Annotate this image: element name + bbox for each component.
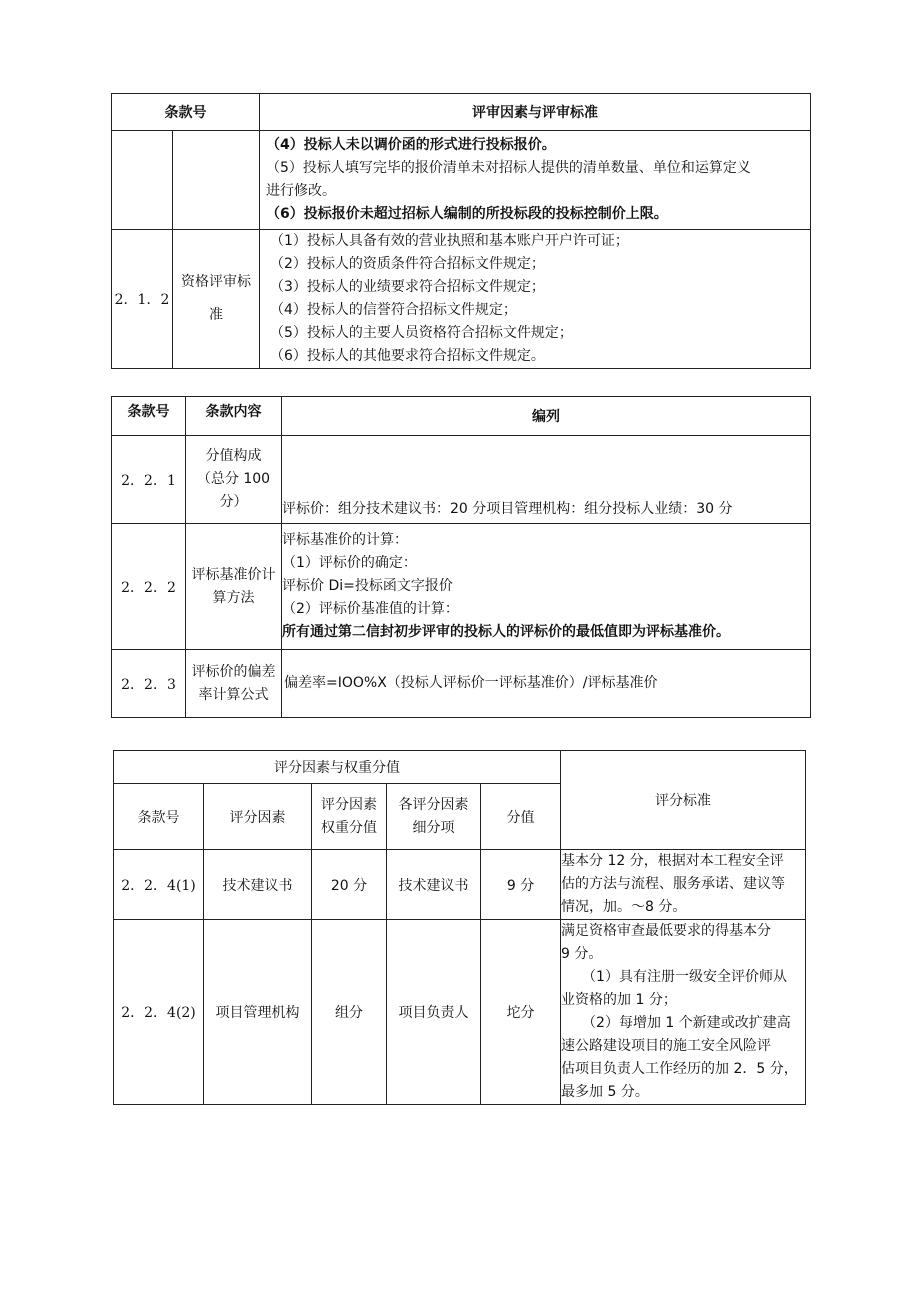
qualification-items: [260, 230, 811, 369]
clause-name: 评标基准价计 算方法: [186, 524, 282, 650]
header-clause-content: 条款内容: [186, 397, 282, 436]
criteria: 满足资格审查最低要求的得基本分 9 分。 （1）具有注册一级安全评价师从 业资格的加 1 分； （2）每增加 1 个新建或改扩建高 速公路建设项目的施工安全风险评 估项目负责人工作经历的加 2．5 分， 最多加 5 分。: [561, 920, 806, 1105]
weight: 组分: [312, 920, 387, 1105]
clause-number: 2．2．3: [112, 650, 186, 718]
deviation-formula: 偏差率=IOO%X（投标人评标价一评标基准价）/评标基准价: [282, 650, 811, 718]
header-sub-item: 各评分因素 细分项: [387, 784, 481, 850]
clause-number: 2．2．4(1): [114, 850, 204, 920]
header-clause-number: 条款号: [114, 784, 204, 850]
clause-name: 分值构成 （总分 100 分）: [186, 436, 282, 524]
clause-number: 2．2．4(2): [114, 920, 204, 1105]
header-clause-number: 条款号: [112, 397, 186, 436]
score: 9 分: [481, 850, 561, 920]
clause-number: 2．1．2: [112, 230, 173, 369]
scoring-factors-table: [113, 750, 806, 1105]
clause-number: 2．2．2: [112, 524, 186, 650]
qualification-item: （5）投标人的主要人员资格符合招标文件规定；: [270, 325, 573, 341]
base-price-method: 评标基准价的计算： （1）评标价的确定： 评标价 Di=投标函文字报价 （2）评标价基准值的计算： 所有通过第二信封初步评审的投标人的评标价的最低值即为评标基准价。: [282, 524, 811, 650]
scoring-method-table: [111, 396, 811, 718]
header-review-factors: 评审因素与评审标准: [260, 94, 811, 131]
factor: 技术建议书: [204, 850, 312, 920]
header-score: 分值: [481, 784, 561, 850]
bid-price-criteria: [260, 131, 811, 230]
factor: 项目管理机构: [204, 920, 312, 1105]
score: 坨分: [481, 920, 561, 1105]
qualification-item: （1）投标人具备有效的营业执照和基本账户开户许可证；: [270, 233, 629, 249]
score-composition: 评标价：组分技术建议书：20 分项目管理机构：组分投标人业绩：30 分: [282, 436, 811, 524]
header-factor: 评分因素: [204, 784, 312, 850]
clause-name: 评标价的偏差 率计算公式: [186, 650, 282, 718]
criteria-line-5: （5）投标人填写完毕的报价清单未对招标人提供的清单数量、单位和运算定义: [266, 160, 751, 176]
group-header: 评分因素与权重分值: [114, 751, 561, 784]
clause-number: 2．2．1: [112, 436, 186, 524]
criteria-header: 评分标准: [561, 751, 806, 850]
qualification-item: （4）投标人的信誉符合招标文件规定；: [270, 302, 517, 318]
clause-name: 资格评审标 准: [173, 230, 260, 369]
sub-item: 技术建议书: [387, 850, 481, 920]
header-compilation: 编列: [282, 397, 811, 436]
criteria-line-6: （6）投标报价未超过招标人编制的所投标段的投标控制价上限。: [266, 206, 668, 222]
review-criteria-table: [111, 93, 811, 369]
header-clause-number: 条款号: [112, 94, 260, 131]
qualification-item: （3）投标人的业绩要求符合招标文件规定；: [270, 279, 545, 295]
criteria-line-5-cont: 进行修改。: [266, 183, 336, 199]
weight: 20 分: [312, 850, 387, 920]
header-weight: 评分因素 权重分值: [312, 784, 387, 850]
sub-item: 项目负责人: [387, 920, 481, 1105]
qualification-item: （2）投标人的资质条件符合招标文件规定；: [270, 256, 545, 272]
empty-name-cell: [173, 131, 260, 230]
criteria-line-4: （4）投标人未以调价函的形式进行投标报价。: [266, 137, 556, 153]
criteria: 基本分 12 分，根据对本工程安全评 估的方法与流程、服务承诺、建议等 情况，加。～8 分。: [561, 850, 806, 920]
qualification-item: （6）投标人的其他要求符合招标文件规定。: [270, 348, 545, 364]
empty-number-cell: [112, 131, 173, 230]
